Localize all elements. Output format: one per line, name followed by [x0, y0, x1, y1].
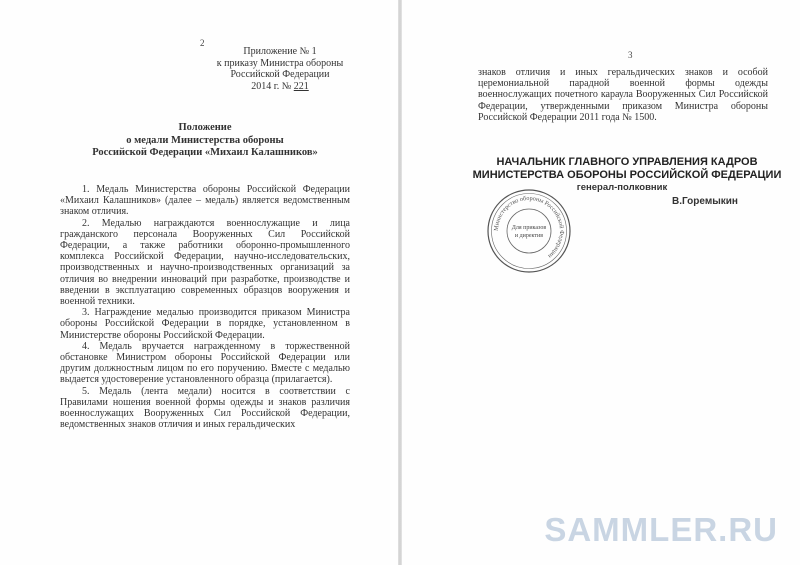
- appendix-line: Российской Федерации: [230, 69, 330, 80]
- left-page: [0, 0, 398, 565]
- paragraph: 5. Медаль (лента медали) носится в соответствии с Правилами ношения военной формы одежды и знаков различия военнослужащих Вооруженных Сил Российской Федерации, ведомственных знаков отличия и иных геральдических: [60, 385, 350, 431]
- signature-title-line: НАЧАЛЬНИК ГЛАВНОГО УПРАВЛЕНИЯ КАДРОВ: [496, 156, 758, 168]
- appendix-line: к приказу Министра обороны: [216, 57, 344, 69]
- document-title: [60, 122, 350, 160]
- signer-name: В.Горемыкин: [672, 196, 738, 207]
- stamp-inner-text: Для приказов: [511, 225, 547, 231]
- official-stamp-icon: [486, 188, 572, 274]
- watermark: SAMMLER.RU: [544, 511, 778, 548]
- appendix-header: [210, 46, 350, 92]
- stamp-ring-text: Министерство обороны Российской Федерации: [492, 194, 566, 260]
- appendix-date-line: [210, 81, 350, 93]
- page-number: 2: [200, 38, 205, 48]
- order-number: 221: [293, 80, 309, 92]
- title-line: о медали Министерства обороны: [126, 134, 284, 146]
- stamp-inner-text: и директив: [514, 233, 544, 239]
- signature-title: [472, 156, 782, 181]
- paragraph: 4. Медаль вручается награжденному в торжественной обстановке Министром обороны Российской Федерации или другим должностным лицом по его поручению. Вместе с медалью выдается удостоверение установленного образца (прилагается).: [60, 340, 350, 386]
- body-text: [60, 184, 350, 430]
- title-line: Российской Федерации «Михаил Калашников»: [92, 147, 318, 158]
- order-date-prefix: 2014 г. №: [251, 80, 292, 92]
- page-number: 3: [628, 50, 633, 60]
- appendix-line: Приложение № 1: [243, 46, 317, 57]
- paragraph: 2. Медалью награждаются военнослужащие и лица гражданского персонала Вооруженных Сил Российской Федерации, а также работники оборонно-промышленного комплекса Российской Федерации, научно-исследовательских, производственных и научно-производственных организаций за отличия во внедрении инноваций при разработке, производстве и введении в эксплуатацию современных образцов вооружения и военной техники.: [60, 217, 350, 308]
- continuation-text: [478, 67, 768, 123]
- title-line: Положение: [178, 122, 232, 133]
- signer-rank: генерал-полковник: [576, 182, 668, 193]
- paragraph: знаков отличия и иных геральдических знаков и особой церемониальной парадной военной формы одежды военнослужащих почетного караула Вооруженных Сил Российской Федерации, утвержденными приказом Министра обороны Российской Федерации 2011 года № 1500.: [478, 67, 768, 123]
- signature-title-line: МИНИСТЕРСТВА ОБОРОНЫ РОССИЙСКОЙ ФЕДЕРАЦИИ: [472, 168, 782, 181]
- paragraph: 3. Награждение медалью производится приказом Министра обороны Российской Федерации в порядке, установленном в Министерстве обороны Российской Федерации.: [60, 307, 350, 341]
- paragraph: 1. Медаль Министерства обороны Российской Федерации «Михаил Калашников» (далее – медаль) является ведомственным знаком отличия.: [60, 184, 350, 218]
